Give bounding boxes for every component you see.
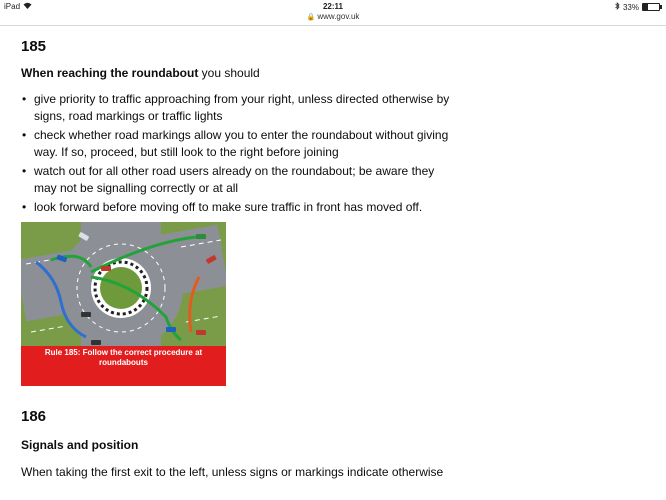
roundabout-illustration [21,222,226,386]
url-text: www.gov.uk [317,12,360,21]
clock: 22:11 [322,2,344,11]
intro-rest: you should [198,66,260,80]
rule-185-section [21,38,451,218]
bullet-list [21,91,451,216]
list-item: • give priority to traffic approaching from your right, unless directed otherwise by signs, road markings or traffic lights [21,91,451,125]
rule-number: 185 [21,38,47,55]
list-item: • check whether road markings allow you to enter the roundabout without giving way. If so, proceed, but still look to the right before joining [21,127,451,161]
rule-186-section [21,408,451,480]
address-bar[interactable] [0,12,666,26]
rule-intro [21,65,451,81]
rule-paragraph: When taking the first exit to the left, unless signs or markings indicate otherwise [21,465,444,479]
bluetooth-icon [615,2,620,12]
battery-icon [642,3,660,11]
list-item: • watch out for all other road users already on the roundabout; be aware they may not be signalling correctly or at all [21,163,451,197]
rule-number: 186 [21,408,47,425]
divider [0,25,666,26]
intro-bold: When reaching the roundabout [21,66,199,80]
rule-heading: Signals and position [21,438,139,452]
lock-icon: 🔒 [306,14,316,21]
battery-percent: 33% [622,2,639,12]
list-item: • look forward before moving off to make sure traffic in front has moved off. [21,199,451,216]
figure-caption: Rule 185: Follow the correct procedure at roundabouts [44,348,203,367]
device-name: iPad [4,2,21,11]
status-right [615,2,660,12]
